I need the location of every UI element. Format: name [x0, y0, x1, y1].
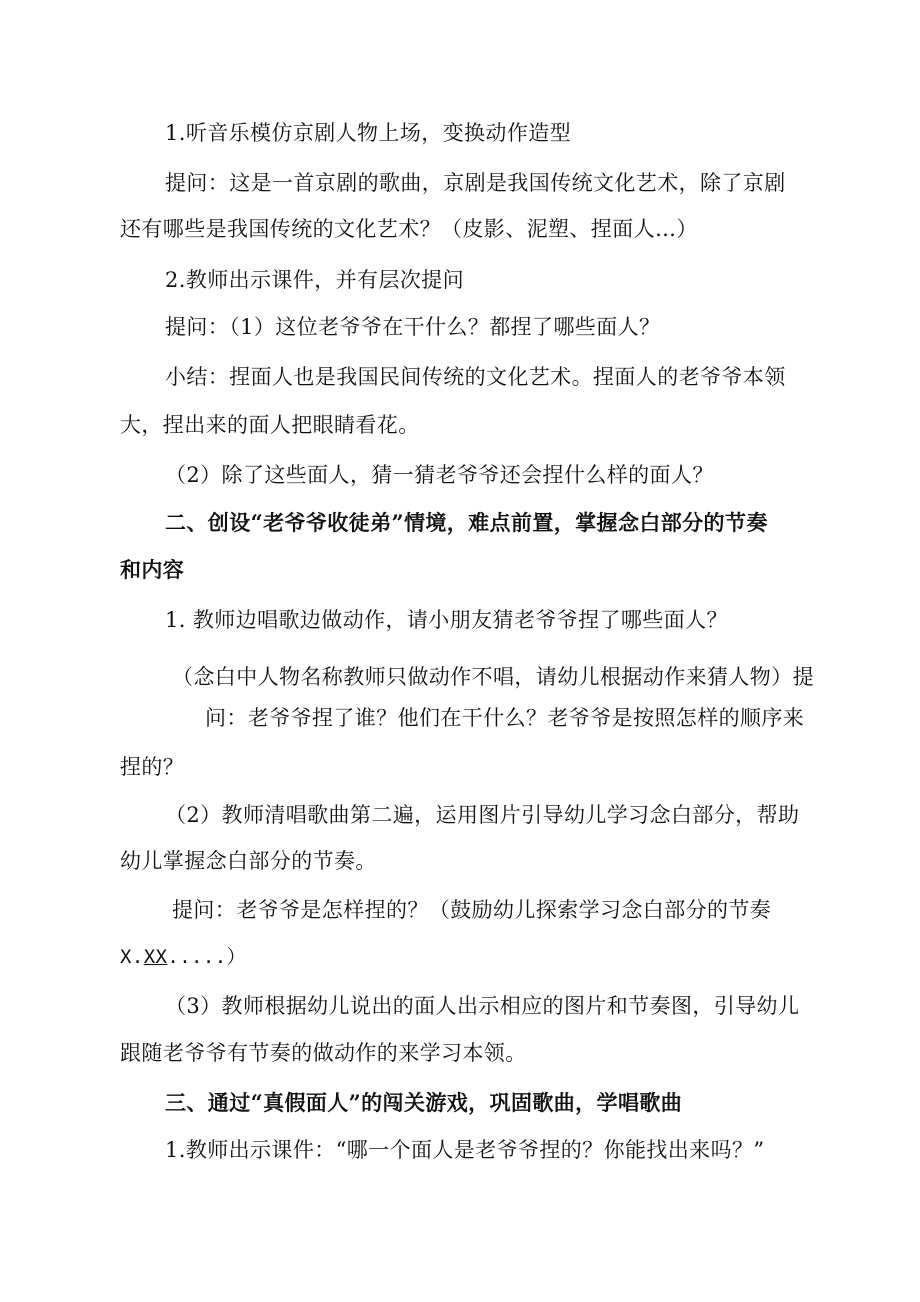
item-2-line-1: （2）教师清唱歌曲第二遍，运用图片引导幼儿学习念白部分，帮助 — [165, 803, 800, 827]
section-3-step-1: 1.教师出示课件：“哪一个面人是老爷爷捏的？你能找出来吗？” — [165, 1138, 765, 1162]
section-2-heading: 二、创设“老爷爷收徒弟”情境，难点前置，掌握念白部分的节奏 — [165, 510, 768, 535]
section-2-step-1: 1. 教师边唱歌边做动作，请小朋友猜老爷爷捏了哪些面人？ — [165, 608, 728, 632]
summary-line-1: 小结：捏面人也是我国民间传统的文化艺术。捏面人的老爷爷本领 — [165, 365, 786, 389]
question-line-2: 还有哪些是我国传统的文化艺术？（皮影、泥塑、捏面人…） — [120, 217, 698, 241]
item-3-line-2: 跟随老爷爷有节奏的做动作的来学习本领。 — [120, 1041, 527, 1065]
item-3-line-1: （3）教师根据幼儿说出的面人出示相应的图片和节奏图，引导幼儿 — [165, 994, 800, 1018]
summary-line-2: 大，捏出来的面人把眼睛看花。 — [120, 413, 420, 437]
sub-question-line: （2）除了这些面人，猜一猜老爷爷还会捏什么样的面人？ — [165, 463, 714, 487]
question-line: 提问：（1）这位老爷爷在干什么？都捏了哪些面人？ — [165, 315, 661, 339]
question-line-1: 提问：这是一首京剧的歌曲，京剧是我国传统文化艺术，除了京剧 — [165, 171, 786, 195]
note-line-3: 捏的？ — [120, 755, 185, 779]
rhythm-suffix: .....） — [167, 946, 246, 968]
rhythm-question-line: 提问：老爷爷是怎样捏的？（鼓励幼儿探索学习念白部分的节奏 — [172, 898, 772, 922]
rhythm-underlined: XX — [143, 946, 168, 968]
step-1-line: 1.听音乐模仿京剧人物上场，变换动作造型 — [165, 121, 572, 145]
rhythm-prefix: X. — [120, 946, 144, 968]
step-2-line: 2.教师出示课件，并有层次提问 — [165, 268, 465, 292]
note-line-2: 问：老爷爷捏了谁？他们在干什么？老爷爷是按照怎样的顺序来 — [205, 706, 805, 730]
note-line-1: （念白中人物名称教师只做动作不唱，请幼儿根据动作来猜人物）提 — [172, 665, 814, 689]
rhythm-notation — [120, 942, 246, 972]
section-3-heading: 三、通过“真假面人”的闯关游戏，巩固歌曲，学唱歌曲 — [165, 1090, 683, 1115]
item-2-line-2: 幼儿掌握念白部分的节奏。 — [120, 849, 377, 873]
section-2-heading-cont: 和内容 — [120, 557, 185, 582]
